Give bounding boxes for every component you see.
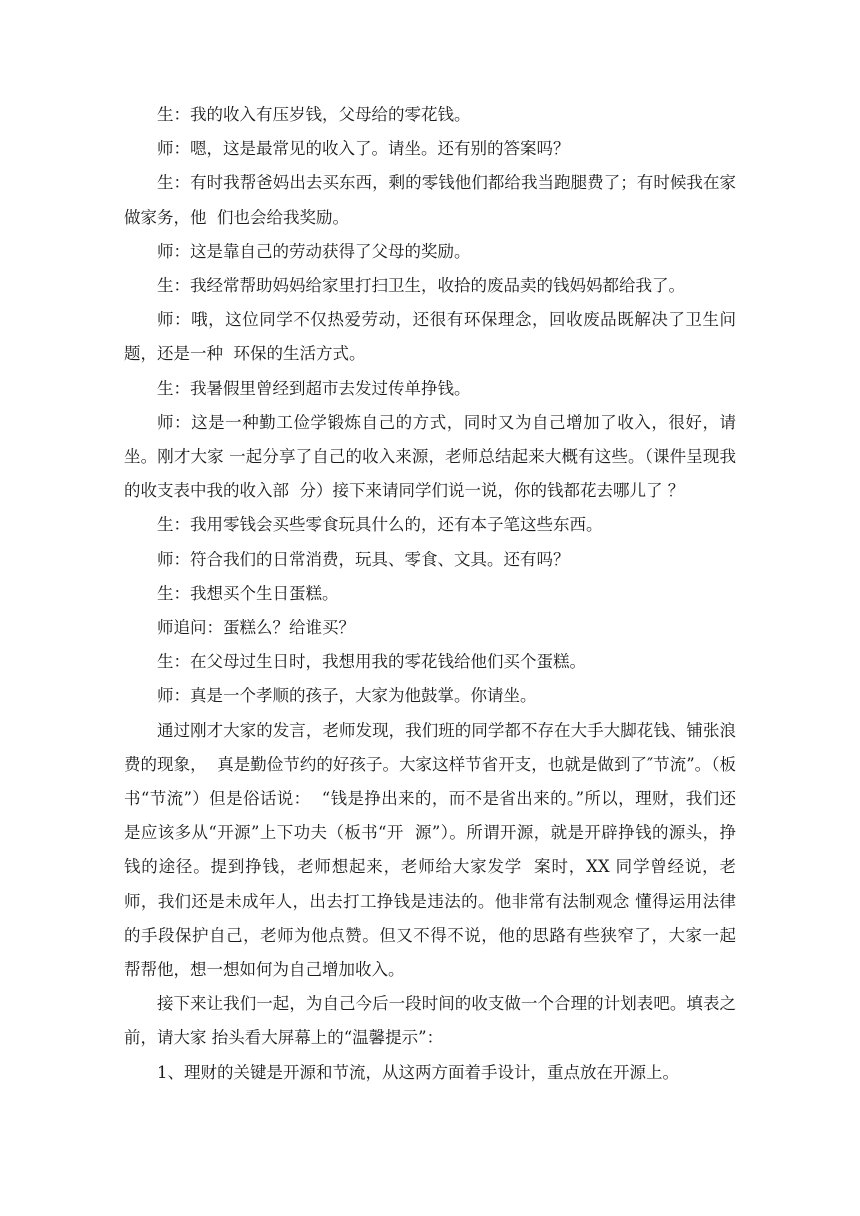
- paragraph-5: 生：我经常帮助妈妈给家里打扫卫生，收拾的废品卖的钱妈妈都给我了。: [157, 276, 685, 296]
- paragraph-12: 师追问：蛋糕么？给谁买？: [157, 618, 355, 638]
- paragraph-3: 生：有时我帮爸妈出去买东西，剩的零钱他们都给我当跑腿费了；有时候我在家做家务，他 们也会给我奖励。: [124, 173, 736, 227]
- document-body: [124, 98, 747, 1090]
- paragraph-1: 生：我的收入有压岁钱，父母给的零花钱。: [157, 105, 471, 124]
- paragraph-6: 师：哦，这位同学不仅热爱劳动，还很有环保理念，回收废品既解决了卫生问题，还是一种 环保的生活方式。: [124, 310, 736, 364]
- paragraph-14: 师：真是一个孝顺的孩子，大家为他鼓掌。你请坐。: [157, 686, 537, 706]
- paragraph-8: 师：这是一种勤工俭学锻炼自己的方式，同时又为自己增加了收入，很好，请坐。刚才大家 一起分享了自己的收入来源，老师总结起来大概有这些。（课件呈现我的收支表中我的收入部 分）接下来请同学们说一说，你的钱都花去哪儿了 ？: [124, 412, 736, 501]
- paragraph-7: 生：我暑假里曾经到超市去发过传单挣钱。: [157, 378, 471, 398]
- paragraph-2: 师：嗯，这是最常见的收入了。请坐。还有别的答案吗？: [157, 139, 570, 159]
- paragraph-11: 生：我想买个生日蛋糕。: [157, 583, 339, 603]
- paragraph-15: 通过刚才大家的发言，老师发现，我们班的同学都不存在大手大脚花钱、铺张浪费的现象， 真是勤俭节约的好孩子。大家这样节省开支，也就是做到了″节流”。（板书“节流”）但是俗话说： “钱是挣出来的，而不是省出来的。”所以，理财，我们还是应该多从“开源”上下功夫（板书“开 源”）。所谓开源，就是开辟挣钱的源头，挣钱的途径。提到挣钱，老师想起来，老师给大家发学 案时，XX 同学曾经说，老师，我们还是未成年人，出去打工挣钱是违法的。他非常有法制观念 懂得运用法律的手段保护自己，老师为他点赞。但又不得不说，他的思路有些狭窄了，大家一起 帮帮他，想一想如何为自己增加收入。: [124, 720, 747, 980]
- paragraph-10: 师：符合我们的日常消费，玩具、零食、文具。还有吗？: [157, 549, 570, 569]
- paragraph-17: 1、理财的关键是开源和节流，从这两方面着手设计，重点放在开源上。: [157, 1062, 679, 1082]
- paragraph-9: 生：我用零钱会买些零食玩具什么的，还有本子笔这些东西。: [157, 515, 603, 535]
- paragraph-13: 生：在父母过生日时，我想用我的零花钱给他们买个蛋糕。: [157, 652, 586, 672]
- paragraph-4: 师：这是靠自己的劳动获得了父母的奖励。: [157, 241, 471, 261]
- paragraph-16: 接下来让我们一起，为自己今后一段时间的收支做一个合理的计划表吧。填表之前，请大家 抬头看大屏幕上的“温馨提示”：: [124, 994, 736, 1048]
